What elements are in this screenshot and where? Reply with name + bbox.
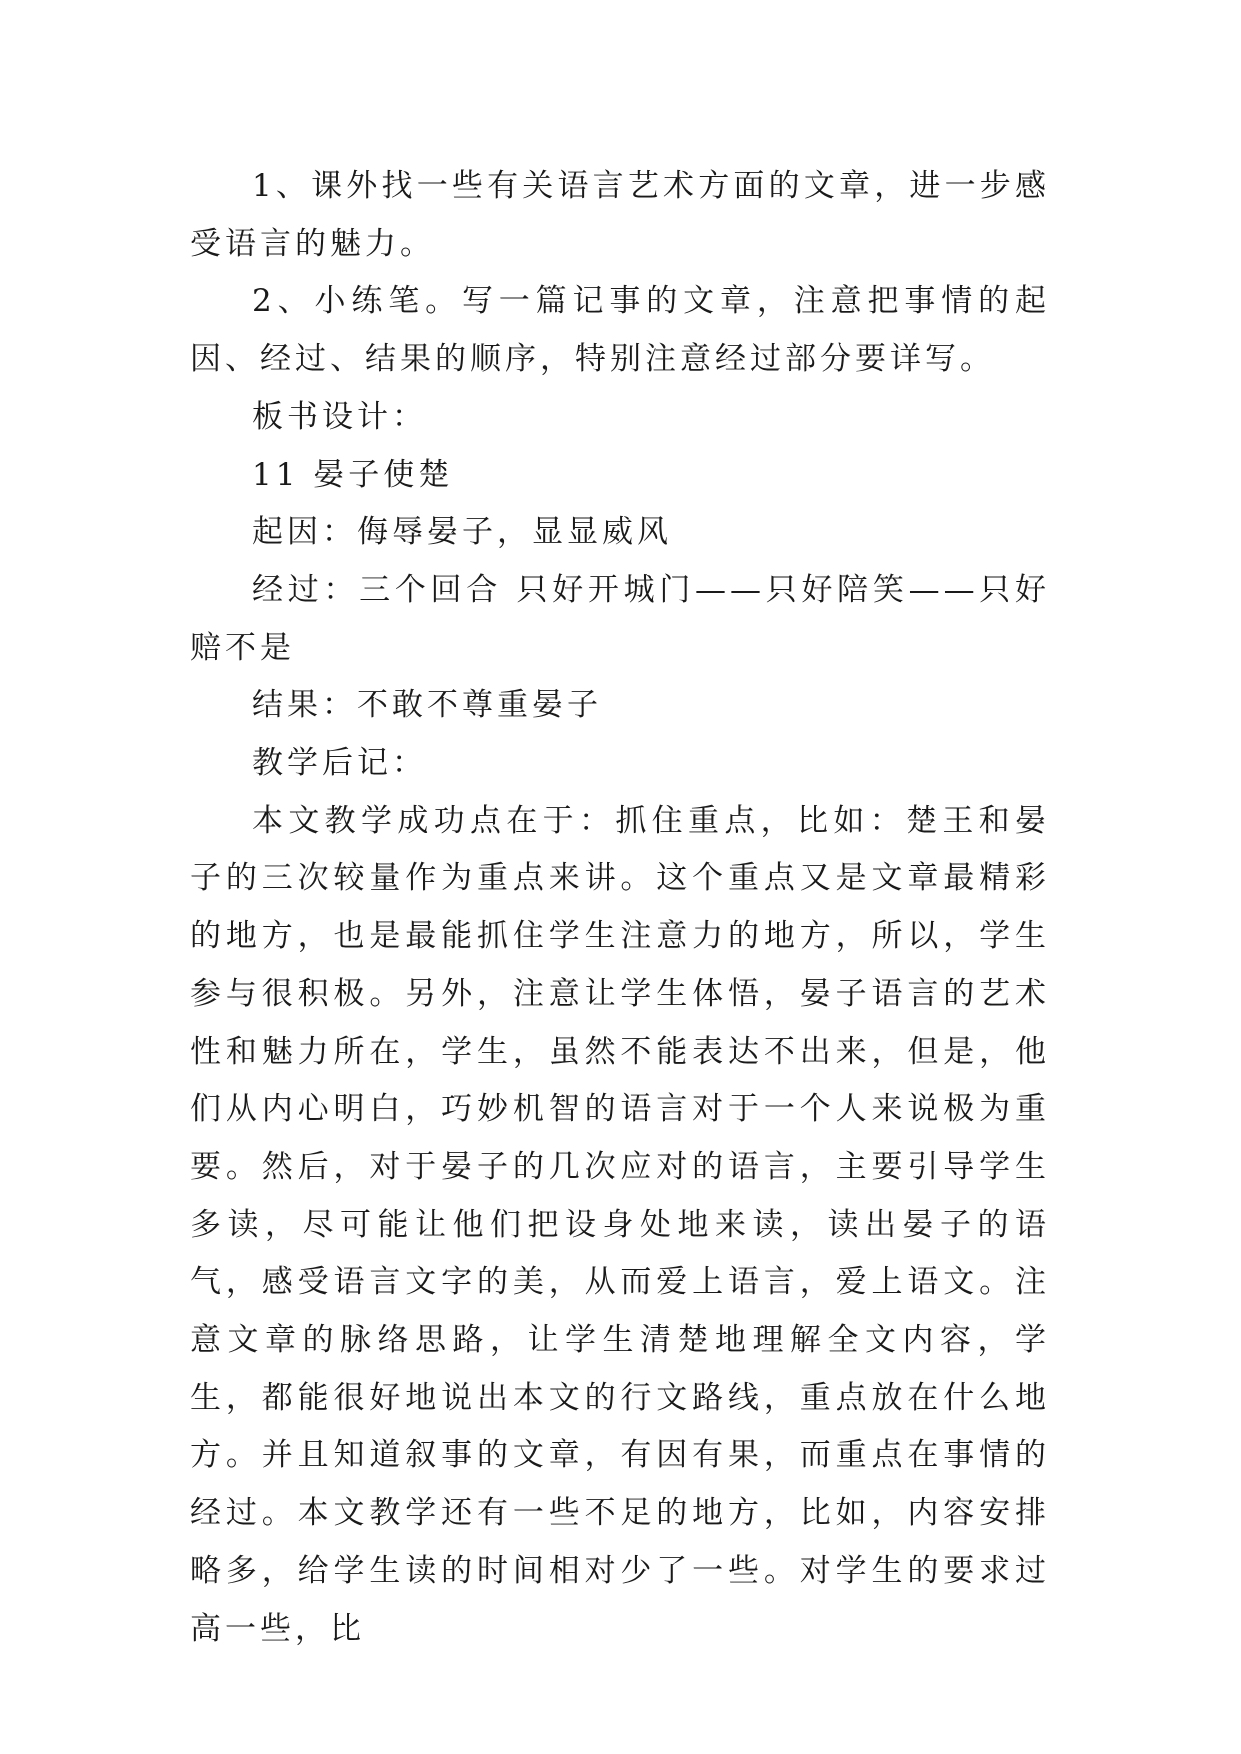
board-design-process: 经过：三个回合 只好开城门——只好陪笑——只好赔不是 [190, 571, 1050, 666]
homework-item-1: 1、课外找一些有关语言艺术方面的文章，进一步感受语言的魅力。 [190, 168, 1050, 262]
board-design-result: 结果：不敢不尊重晏子 [252, 687, 602, 724]
board-design-cause: 起因：侮辱晏子，显显威风 [252, 514, 672, 551]
board-design-title: 11 晏子使楚 [252, 456, 454, 493]
homework-item-2: 2、小练笔。写一篇记事的文章，注意把事情的起因、经过、结果的顺序，特别注意经过部分要详写。 [190, 283, 1050, 378]
teaching-reflection-body: 本文教学成功点在于：抓住重点，比如：楚王和晏子的三次较量作为重点来讲。这个重点又是文章最精彩的地方，也是最能抓住学生注意力的地方，所以，学生参与很积极。另外，注意让学生体悟，晏子语言的艺术性和魅力所在，学生，虽然不能表达不出来，但是，他们从内心明白，巧妙机智的语言对于一个人来说极为重要。然后，对于晏子的几次应对的语言，主要引导学生多读，尽可能让他们把设身处地来读，读出晏子的语气，感受语言文字的美，从而爱上语言，爱上语文。注意文章的脉络思路，让学生清楚地理解全文内容，学生，都能很好地说出本文的行文路线，重点放在什么地方。并且知道叙事的文章，有因有果，而重点在事情的经过。本文教学还有一些不足的地方，比如，内容安排略多，给学生读的时间相对少了一些。对学生的要求过高一些，比 [190, 802, 1050, 1647]
board-design-heading: 板书设计： [252, 398, 427, 435]
teaching-reflection-heading: 教学后记： [252, 745, 427, 782]
document-page [190, 158, 1050, 1658]
